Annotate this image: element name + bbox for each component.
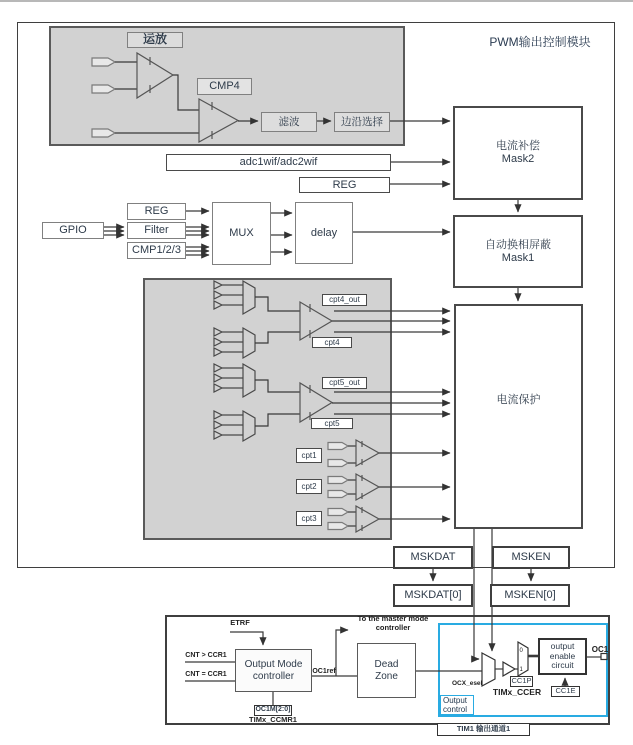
- oc1-label: OC1: [591, 645, 609, 654]
- output-enable-circuit-block: output enable circuit: [538, 638, 587, 675]
- gpio-block: GPIO: [42, 222, 104, 239]
- timx-ccmr1-label: TIMx_CCMR1: [249, 715, 297, 724]
- filter-block: 滤波: [261, 112, 317, 132]
- oc1-pad: [601, 654, 607, 660]
- msken-block: MSKEN: [492, 546, 570, 569]
- mskdat0-block: MSKDAT[0]: [393, 584, 473, 607]
- polarity-buffer: [503, 662, 515, 676]
- mask1-block: 自动换相屏蔽 Mask1: [453, 215, 583, 288]
- opamp-triangle: [137, 53, 173, 98]
- cnt-gt-ccr1-label: CNT > CCR1: [185, 652, 227, 659]
- opamp-label-box: 运放: [127, 32, 183, 48]
- page-title: PWM输出控制模块: [489, 35, 591, 49]
- cpt1-comparator: [328, 440, 450, 467]
- cpt2-label-box: cpt2: [296, 479, 322, 494]
- ocx-esel-label: OCX_esel: [452, 680, 483, 687]
- polarity-mux-in0: 0: [519, 648, 523, 654]
- cmp4-triangle: [199, 99, 238, 142]
- edge-select-block: 边沿选择: [334, 112, 390, 132]
- polarity-mux-in1: 1: [519, 667, 523, 673]
- cc1p-block: CC1P: [511, 676, 532, 686]
- mux-block: MUX: [212, 202, 271, 265]
- to-master-mode-label: To the master mode controller: [357, 614, 429, 632]
- oc1ref-label: OC1ref: [312, 668, 336, 675]
- current-protection-block: 电流保护: [454, 304, 583, 529]
- output-mode-controller-block: Output Mode controller: [235, 649, 312, 692]
- cpt5-out-label-box: cpt5_out: [322, 377, 367, 389]
- cmp123-block: CMP1/2/3: [127, 242, 186, 259]
- cpt4-label-box: cpt4: [312, 337, 352, 348]
- delay-block: delay: [295, 202, 353, 264]
- tim1-channel-label-box: TIM1 输出通道1: [437, 723, 530, 736]
- cpt4-input-selectors: [214, 281, 255, 358]
- cmp4-label-box: CMP4: [197, 78, 252, 95]
- cpt1-label-box: cpt1: [296, 448, 322, 463]
- dead-zone-block: Dead Zone: [357, 643, 416, 698]
- cpt4-triangle: [300, 302, 332, 340]
- cc1e-block: CC1E: [551, 686, 580, 697]
- cpt5-input-selectors: [214, 364, 255, 441]
- cpt4-out-label-box: cpt4_out: [322, 294, 367, 306]
- cpt2-comparator: [328, 474, 450, 500]
- oc1m-block: OC1M[2:0]: [254, 705, 292, 716]
- filter-en-block: Filter: [127, 222, 186, 239]
- ocx-esel-mux: [482, 653, 495, 686]
- reg-block: REG: [127, 203, 186, 220]
- adcwif-block: adc1wif/adc2wif: [166, 154, 391, 171]
- opamp-input-pins: [92, 58, 115, 137]
- reg-top-block: REG: [299, 177, 390, 193]
- cnt-eq-ccr1-label: CNT = CCR1: [185, 671, 227, 678]
- cpt5-label-box: cpt5: [311, 418, 353, 429]
- mskdat-block: MSKDAT: [393, 546, 473, 569]
- cpt3-label-box: cpt3: [296, 511, 322, 526]
- output-control-label-box: Output control: [440, 695, 474, 715]
- etrf-label: ETRF: [230, 618, 250, 627]
- cpt3-comparator: [328, 506, 450, 532]
- timx-ccer-label: TIMx_CCER: [492, 687, 542, 697]
- mask2-block: 电流补偿 Mask2: [453, 106, 583, 200]
- msken0-block: MSKEN[0]: [490, 584, 570, 607]
